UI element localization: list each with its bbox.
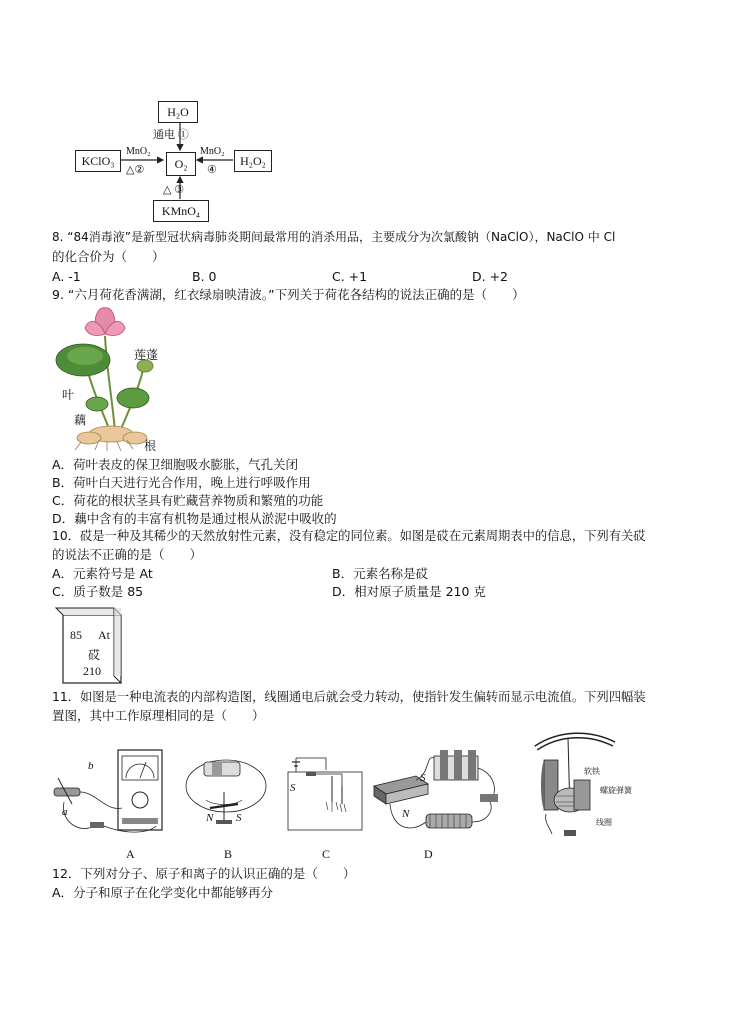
lotus-label-gen: 根 (144, 439, 157, 453)
lotus-label-ou: 藕 (74, 413, 87, 427)
diagram-arrows (0, 0, 300, 230)
q10-stem-line2: 的说法不正确的是（ ） (52, 547, 203, 562)
kclo3-box: KClO₃ (75, 150, 121, 172)
element-mass: 210 (83, 664, 101, 678)
arrow1-label: 通电 ① (153, 129, 189, 141)
o2-box: O₂ (166, 152, 196, 176)
fig-label-a: A (126, 847, 135, 861)
q8-option-c: C. +1 (332, 269, 368, 284)
fig-label-c: C (322, 847, 331, 861)
fig-a-label-b: b (88, 760, 94, 772)
q10-option-c: C．质子数是 85 (52, 584, 144, 599)
h2o2-box: H₂O₂ (234, 150, 272, 172)
arrow4-bottom-label: ④ (207, 164, 217, 176)
lotus-label-ye: 叶 (62, 388, 75, 402)
meter-label-spring: 螺旋弹簧 (600, 786, 632, 795)
fig-b-label-s: S (236, 812, 242, 824)
q8-option-a: A. -1 (52, 269, 81, 284)
figure-b (182, 752, 272, 832)
arrow3-label: △ ③ (163, 184, 185, 196)
figure-d (370, 744, 510, 848)
q10-option-a: A．元素符号是 At (52, 566, 153, 581)
q9-stem: 9. “六月荷花香满湖，红衣绿扇映清波。”下列关于荷花各结构的说法正确的是（ ） (52, 287, 525, 302)
fig-label-d: D (424, 847, 433, 861)
meter-label-iron: 软铁 (584, 767, 600, 776)
fig-label-b: B (224, 847, 233, 861)
element-name: 砹 (88, 648, 101, 662)
q8-stem-line1: 8. “84消毒液”是新型冠状病毒肺炎期间最常用的消杀用品，主要成分为次氯酸钠（NaClO），NaClO 中 Cl (52, 230, 616, 244)
meter-label-coil: 线圈 (596, 818, 612, 827)
fig-b-label-n: N (206, 812, 214, 824)
q11-stem-line1: 11．如图是一种电流表的内部构造图，线圈通电后就会受力转动，使指针发生偏转而显示电流值。下列四幅装 (52, 690, 646, 704)
arrow2-top-label: MnO₂ (126, 146, 151, 157)
q10-stem-line1: 10．砹是一种及其稀少的天然放射性元素，没有稳定的同位素。如图是砹在元素周期表中的信息，下列有关砹 (52, 529, 646, 543)
fig-d-label-s: S (420, 772, 426, 784)
q12-stem: 12．下列对分子、原子和离子的认识正确的是（ ） (52, 866, 356, 881)
figure-a (50, 742, 170, 842)
lotus-illustration (55, 304, 165, 452)
q8-option-b: B. 0 (192, 269, 217, 284)
arrow4-top-label: MnO₂ (200, 146, 225, 157)
arrow2-bottom-label: △② (126, 164, 145, 176)
q12-option-a: A．分子和原子在化学变化中都能够再分 (52, 885, 274, 900)
q11-stem-line2: 置图，其中工作原理相同的是（ ） (52, 708, 265, 723)
fig-d-label-n: N (402, 808, 410, 820)
h2o-box: H₂O (158, 101, 198, 123)
element-symbol: At (98, 628, 110, 642)
kmno4-box: KMnO₄ (153, 200, 209, 222)
q8-stem-line2: 的化合价为（ ） (52, 249, 165, 264)
q9-option-c: C．荷花的根状茎具有贮藏营养物质和繁殖的功能 (52, 493, 324, 508)
q8-option-d: D. +2 (472, 269, 508, 284)
figure-c (286, 752, 366, 832)
q9-option-b: B．荷叶白天进行光合作用，晚上进行呼吸作用 (52, 475, 311, 490)
q9-option-d: D．藕中含有的丰富有机物是通过根从淤泥中吸收的 (52, 511, 337, 526)
q9-option-a: A．荷叶表皮的保卫细胞吸水膨胀，气孔关闭 (52, 457, 299, 472)
fig-c-label-s: S (290, 782, 296, 794)
element-number: 85 (70, 628, 82, 642)
lotus-label-lianpeng: 莲蓬 (134, 348, 159, 362)
fig-a-label-a: a (62, 806, 68, 818)
q10-option-d: D．相对原子质量是 210 克 (332, 584, 486, 599)
q10-option-b: B．元素名称是砹 (332, 566, 429, 581)
